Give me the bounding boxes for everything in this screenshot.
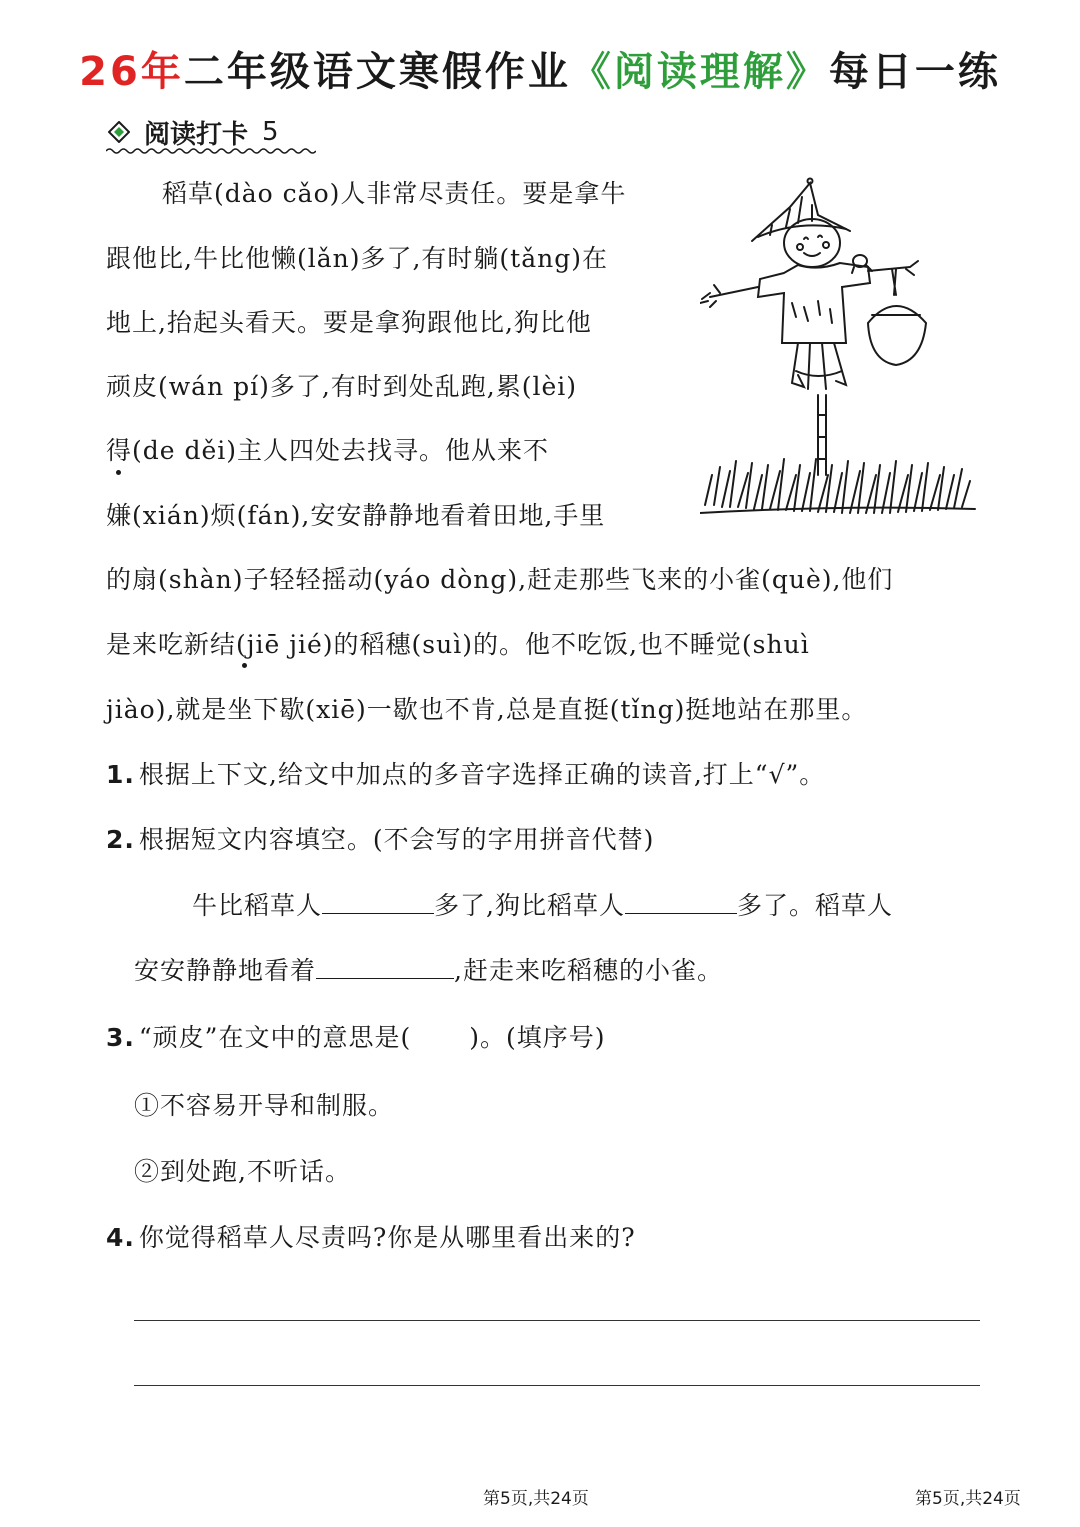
title-year: 26年 xyxy=(79,49,184,95)
option-1: ①不容易开导和制服。 xyxy=(134,1091,395,1120)
fill-line-b xyxy=(134,951,723,991)
passage-line-4: 顽皮(wán pí)多了,有时到处乱跑,累(lèi) xyxy=(106,372,578,401)
emphasis-dot xyxy=(116,470,121,475)
passage-line-6: 嫌(xián)烦(fán),安安静静地看着田地,手里 xyxy=(106,501,606,530)
answer-line-1[interactable] xyxy=(134,1320,980,1321)
question-text: “顽皮”在文中的意思是( xyxy=(138,1023,412,1052)
fill-text: 安安静静地看着 xyxy=(134,956,317,985)
question-number: 1. xyxy=(106,760,135,789)
question-text: 根据短文内容填空。(不会写的字用拼音代替) xyxy=(138,825,655,854)
title-subject: 《阅读理解》 xyxy=(570,49,829,95)
question-text: )。(填序号) xyxy=(469,1023,606,1052)
page-title xyxy=(0,40,1080,97)
page-number-center: 第5页,共24页 xyxy=(483,1489,589,1509)
title-grade: 二年级语文寒假作业 xyxy=(183,49,571,95)
question-text: 根据上下文,给文中加点的多音字选择正确的读音,打上“√”。 xyxy=(138,760,826,789)
page-number-right: 第5页,共24页 xyxy=(915,1489,1021,1509)
section-number: 5 xyxy=(262,117,279,147)
question-3 xyxy=(106,1018,606,1058)
fill-text: 多了,狗比稻草人 xyxy=(434,891,625,920)
question-text: 你觉得稻草人尽责吗?你是从哪里看出来的? xyxy=(138,1223,636,1252)
title-daily: 每日一练 xyxy=(828,49,1001,95)
passage-line-7: 的扇(shàn)子轻轻摇动(yáo dòng),赶走那些飞来的小雀(què),他们 xyxy=(106,565,894,594)
scarecrow-illustration xyxy=(700,175,980,525)
passage-line-3: 地上,抬起头看天。要是拿狗跟他比,狗比他 xyxy=(106,308,592,337)
question-2 xyxy=(106,820,654,860)
fill-blank[interactable] xyxy=(316,952,454,979)
question-4 xyxy=(106,1218,636,1258)
passage-line-8: 是来吃新结(jiē jié)的稻穗(suì)的。他不吃饭,也不睡觉(shuì xyxy=(106,630,810,659)
diamond-icon xyxy=(108,121,130,143)
fill-text: 牛比稻草人 xyxy=(192,891,323,920)
passage-line-9: jiào),就是坐下歇(xiē)一歇也不肯,总是直挺(tǐng)挺地站在那里。 xyxy=(106,695,868,724)
fill-text: ,赶走来吃稻穗的小雀。 xyxy=(454,956,723,985)
passage-line-5: 得(de děi)主人四处去找寻。他从来不 xyxy=(106,436,550,465)
fill-blank[interactable] xyxy=(322,887,434,914)
fill-line-a xyxy=(192,886,893,926)
question-number: 2. xyxy=(106,825,135,854)
passage-line-1: 稻草(dào cǎo)人非常尽责任。要是拿牛 xyxy=(162,179,627,208)
question-number: 3. xyxy=(106,1023,135,1052)
option-2: ②到处跑,不听话。 xyxy=(134,1157,351,1186)
fill-text: 多了。稻草人 xyxy=(736,891,893,920)
answer-line-2[interactable] xyxy=(134,1385,980,1386)
passage-line-2: 跟他比,牛比他懒(lǎn)多了,有时躺(tǎng)在 xyxy=(106,244,608,273)
emphasis-dot xyxy=(242,663,247,668)
fill-blank[interactable] xyxy=(625,887,737,914)
section-label: 阅读打卡 xyxy=(144,119,249,150)
question-1 xyxy=(106,755,825,795)
question-number: 4. xyxy=(106,1223,135,1252)
section-heading xyxy=(108,114,279,150)
wavy-underline xyxy=(106,146,316,156)
